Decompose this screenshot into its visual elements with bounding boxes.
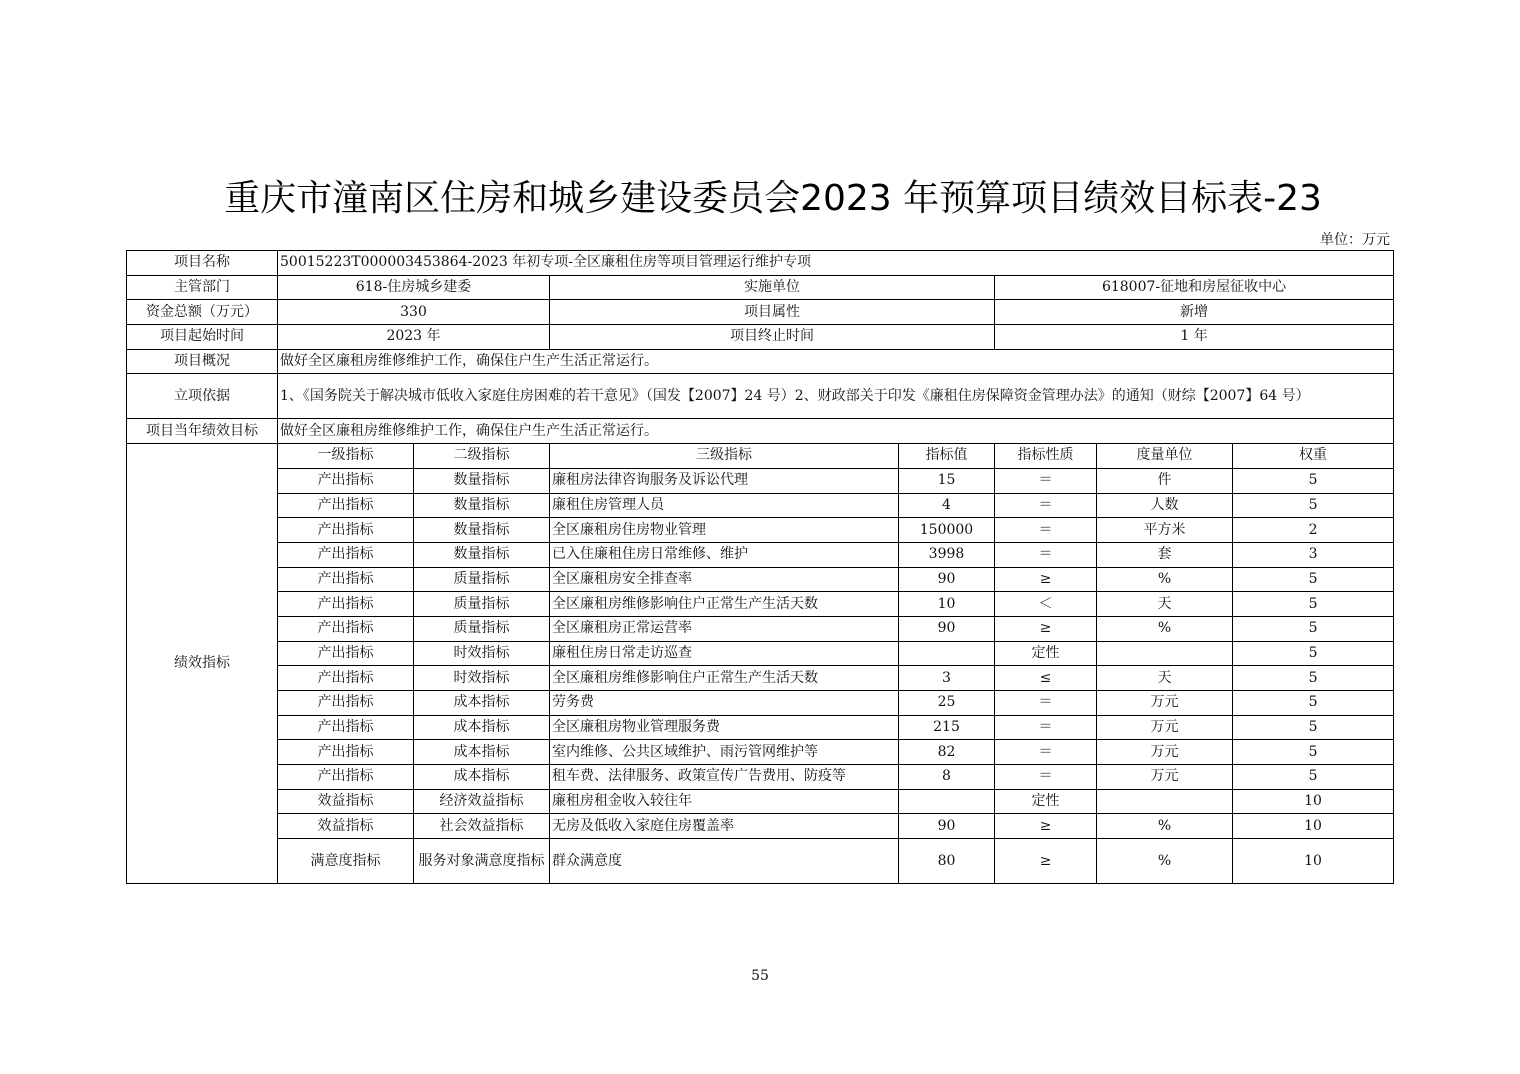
indicator-nature: ＝ [995,715,1097,740]
indicator-level2: 成本指标 [414,765,550,790]
indicator-unit: % [1097,567,1233,592]
indicator-value [899,641,995,666]
header-value: 指标值 [899,444,995,469]
indicator-unit: 天 [1097,592,1233,617]
indicator-row [127,616,1394,641]
indicators-section-label: 绩效指标 [127,444,278,884]
indicator-level1: 效益指标 [278,814,414,839]
indicator-value: 10 [899,592,995,617]
impl-value: 618007-征地和房屋征收中心 [995,275,1394,300]
overview-value: 做好全区廉租房维修维护工作，确保住户生产生活正常运行。 [278,349,1394,374]
page-number: 55 [751,968,769,984]
indicator-weight: 3 [1233,542,1394,567]
indicator-value: 3 [899,666,995,691]
indicator-weight: 5 [1233,691,1394,716]
indicator-value: 80 [899,839,995,884]
dept-value: 618-住房城乡建委 [278,275,550,300]
indicator-level2: 服务对象满意度指标 [414,839,550,884]
indicator-level1: 产出指标 [278,691,414,716]
indicator-weight: 10 [1233,789,1394,814]
indicator-weight: 5 [1233,592,1394,617]
impl-label: 实施单位 [550,275,995,300]
indicator-level1: 产出指标 [278,567,414,592]
indicator-value: 25 [899,691,995,716]
indicator-unit [1097,641,1233,666]
attr-label: 项目属性 [550,300,995,325]
end-value: 1 年 [995,325,1394,350]
row-goal [127,419,1394,444]
fund-value: 330 [278,300,550,325]
indicator-value: 90 [899,567,995,592]
indicator-level2: 时效指标 [414,666,550,691]
indicator-level1: 产出指标 [278,740,414,765]
indicator-value: 215 [899,715,995,740]
indicator-level1: 产出指标 [278,518,414,543]
indicator-row [127,740,1394,765]
indicator-row [127,691,1394,716]
indicator-level1: 产出指标 [278,715,414,740]
start-label: 项目起始时间 [127,325,278,350]
indicator-weight: 5 [1233,715,1394,740]
indicator-level2: 成本指标 [414,740,550,765]
indicator-level2: 质量指标 [414,567,550,592]
indicator-unit: 人数 [1097,493,1233,518]
indicator-row [127,592,1394,617]
indicator-level1: 产出指标 [278,592,414,617]
indicator-value: 90 [899,616,995,641]
indicator-level1: 满意度指标 [278,839,414,884]
row-overview [127,349,1394,374]
indicator-level3: 全区廉租房正常运营率 [550,616,899,641]
indicator-row [127,789,1394,814]
indicator-nature: ≥ [995,814,1097,839]
indicator-unit: 天 [1097,666,1233,691]
indicator-level3: 已入住廉租住房日常维修、维护 [550,542,899,567]
header-level1: 一级指标 [278,444,414,469]
indicator-row [127,715,1394,740]
indicator-level2: 数量指标 [414,493,550,518]
indicator-level1: 效益指标 [278,789,414,814]
indicator-unit: % [1097,839,1233,884]
goal-value: 做好全区廉租房维修维护工作，确保住户生产生活正常运行。 [278,419,1394,444]
indicator-value: 8 [899,765,995,790]
indicator-nature: ＝ [995,493,1097,518]
indicator-value [899,789,995,814]
indicator-level2: 质量指标 [414,592,550,617]
indicator-level1: 产出指标 [278,542,414,567]
indicator-level2: 成本指标 [414,715,550,740]
indicator-nature: ＝ [995,765,1097,790]
indicator-header-row [127,444,1394,469]
indicator-weight: 5 [1233,616,1394,641]
overview-label: 项目概况 [127,349,278,374]
indicator-weight: 5 [1233,641,1394,666]
indicator-value: 15 [899,468,995,493]
indicator-level3: 廉租房法律咨询服务及诉讼代理 [550,468,899,493]
indicator-nature: 定性 [995,641,1097,666]
indicator-level3: 全区廉租房住房物业管理 [550,518,899,543]
indicator-weight: 5 [1233,567,1394,592]
indicator-nature: ＝ [995,468,1097,493]
indicator-level1: 产出指标 [278,765,414,790]
row-project-name [127,251,1394,276]
header-weight: 权重 [1233,444,1394,469]
row-dept [127,275,1394,300]
indicator-nature: ≥ [995,567,1097,592]
indicator-level3: 无房及低收入家庭住房覆盖率 [550,814,899,839]
indicator-level1: 产出指标 [278,468,414,493]
indicator-unit: 万元 [1097,740,1233,765]
indicator-value: 4 [899,493,995,518]
indicator-level3: 劳务费 [550,691,899,716]
indicator-nature: ≤ [995,666,1097,691]
indicator-value: 82 [899,740,995,765]
indicator-unit [1097,789,1233,814]
row-fund [127,300,1394,325]
start-value: 2023 年 [278,325,550,350]
indicator-weight: 10 [1233,839,1394,884]
indicator-level3: 全区廉租房安全排查率 [550,567,899,592]
indicator-level1: 产出指标 [278,616,414,641]
indicator-nature: ＝ [995,518,1097,543]
header-unit: 度量单位 [1097,444,1233,469]
indicator-weight: 5 [1233,493,1394,518]
indicator-nature: 定性 [995,789,1097,814]
indicator-level1: 产出指标 [278,641,414,666]
indicator-unit: 万元 [1097,765,1233,790]
indicator-row [127,814,1394,839]
indicator-weight: 2 [1233,518,1394,543]
indicator-level3: 租车费、法律服务、政策宣传广告费用、防疫等 [550,765,899,790]
indicator-row [127,765,1394,790]
indicator-weight: 5 [1233,765,1394,790]
header-level2: 二级指标 [414,444,550,469]
indicator-value: 90 [899,814,995,839]
indicator-level3: 廉租房租金收入较往年 [550,789,899,814]
indicator-level3: 廉租住房管理人员 [550,493,899,518]
indicator-level2: 经济效益指标 [414,789,550,814]
indicator-row [127,468,1394,493]
indicator-nature: ＝ [995,740,1097,765]
indicator-unit: 套 [1097,542,1233,567]
indicator-nature: ＜ [995,592,1097,617]
indicator-weight: 10 [1233,814,1394,839]
indicator-value: 3998 [899,542,995,567]
indicator-level3: 群众满意度 [550,839,899,884]
page-title: 重庆市潼南区住房和城乡建设委员会2023 年预算项目绩效目标表-23 [224,178,1322,219]
indicator-level2: 质量指标 [414,616,550,641]
indicator-level3: 廉租住房日常走访巡查 [550,641,899,666]
end-label: 项目终止时间 [550,325,995,350]
indicator-unit: % [1097,814,1233,839]
goal-label: 项目当年绩效目标 [127,419,278,444]
basis-label: 立项依据 [127,374,278,419]
indicator-nature: ≥ [995,839,1097,884]
header-level3: 三级指标 [550,444,899,469]
indicator-level2: 数量指标 [414,542,550,567]
indicator-row [127,666,1394,691]
project-name-label: 项目名称 [127,251,278,276]
indicator-nature: ＝ [995,691,1097,716]
indicator-row [127,542,1394,567]
indicator-nature: ＝ [995,542,1097,567]
indicator-level1: 产出指标 [278,666,414,691]
header-nature: 指标性质 [995,444,1097,469]
indicator-value: 150000 [899,518,995,543]
dept-label: 主管部门 [127,275,278,300]
indicator-weight: 5 [1233,468,1394,493]
indicator-row [127,567,1394,592]
indicator-unit: 件 [1097,468,1233,493]
row-basis [127,374,1394,419]
indicator-unit: 万元 [1097,715,1233,740]
indicator-row [127,641,1394,666]
indicator-level2: 成本指标 [414,691,550,716]
indicator-weight: 5 [1233,666,1394,691]
indicator-unit: 万元 [1097,691,1233,716]
indicator-level3: 全区廉租房维修影响住户正常生产生活天数 [550,592,899,617]
indicator-weight: 5 [1233,740,1394,765]
indicator-row [127,493,1394,518]
indicator-unit: 平方米 [1097,518,1233,543]
indicator-row [127,518,1394,543]
attr-value: 新增 [995,300,1394,325]
indicator-row [127,839,1394,884]
indicator-level3: 室内维修、公共区域维护、雨污管网维护等 [550,740,899,765]
indicator-level3: 全区廉租房维修影响住户正常生产生活天数 [550,666,899,691]
fund-label: 资金总额（万元） [127,300,278,325]
performance-table [126,250,1394,884]
row-time [127,325,1394,350]
indicator-unit: % [1097,616,1233,641]
indicator-nature: ≥ [995,616,1097,641]
basis-value: 1、《国务院关于解决城市低收入家庭住房困难的若干意见》（国发【2007】24 号）2、财政部关于印发《廉租住房保障资金管理办法》的通知（财综【2007】64 号） [278,374,1394,419]
indicator-level2: 数量指标 [414,468,550,493]
unit-label: 单位：万元 [1320,232,1390,248]
indicator-level3: 全区廉租房物业管理服务费 [550,715,899,740]
indicator-level1: 产出指标 [278,493,414,518]
project-name-value: 50015223T000003453864-2023 年初专项-全区廉租住房等项目管理运行维护专项 [278,251,1394,276]
indicator-level2: 时效指标 [414,641,550,666]
indicator-level2: 数量指标 [414,518,550,543]
indicator-level2: 社会效益指标 [414,814,550,839]
